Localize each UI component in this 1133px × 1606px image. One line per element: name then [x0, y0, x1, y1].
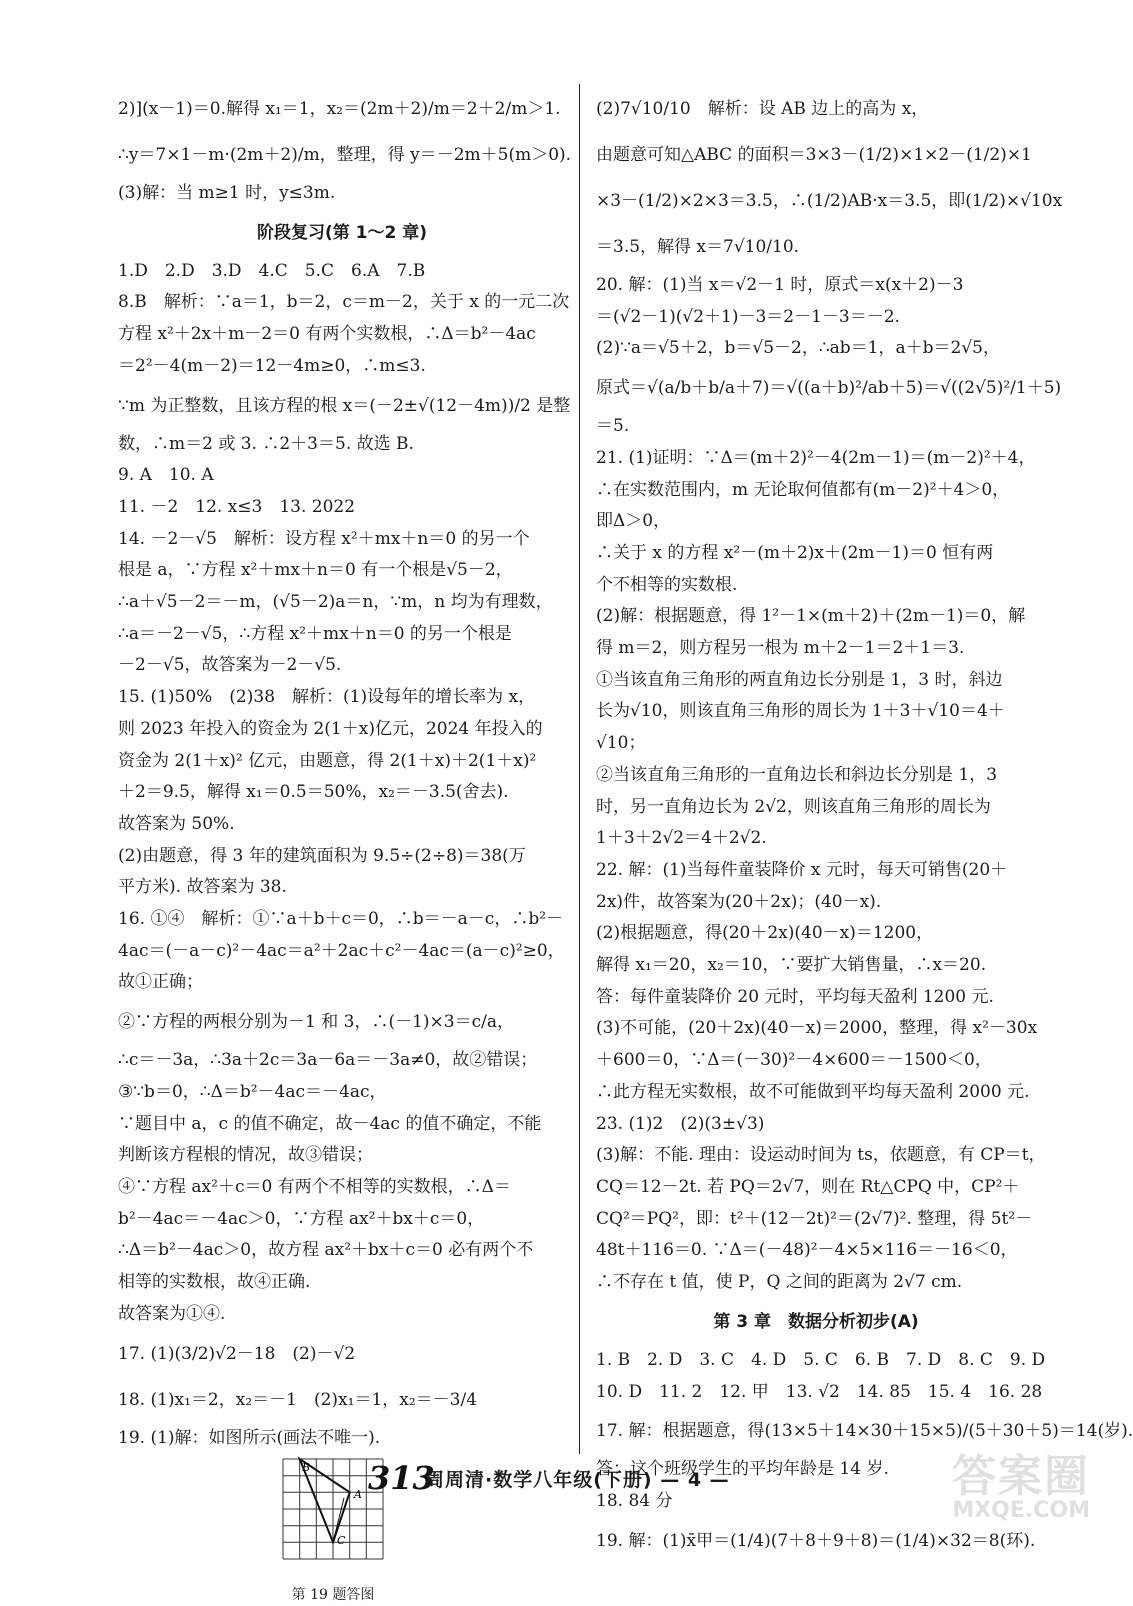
text-line: 19. (1)解：如图所示(画法不唯一). — [118, 1427, 381, 1448]
text-line: 长为√10，则该直角三角形的周长为 1＋3＋√10＝4＋ — [596, 701, 1005, 722]
text-line: CQ＝12－2t. 若 PQ＝2√7，则在 Rt△CPQ 中，CP²＋ — [596, 1176, 1020, 1197]
point-label-a: A — [354, 1488, 362, 1502]
text-line: √10； — [596, 733, 646, 754]
text-line: 16. ①④ 解析：①∵a＋b＋c＝0，∴b＝－a－c，∴b²－ — [118, 909, 564, 930]
point-label-b: B — [302, 1461, 311, 1475]
text-line: (2)7√10/10 解析：设 AB 边上的高为 x， — [596, 99, 929, 119]
section-title: 阶段复习(第 1～2 章) — [256, 222, 428, 243]
text-line: 17. 解：根据题意，得(13×5＋14×30＋15×5)/(5＋30＋5)＝14(岁). — [596, 1421, 1133, 1442]
page-footer — [0, 1455, 1100, 1505]
text-line: 答：这个班级学生的平均年龄是 14 岁. — [596, 1459, 889, 1480]
text-line: ∵m 为正整数，且该方程的根 x＝(－2±√(12－4m))/2 是整 — [118, 395, 571, 416]
text-line: 48t＋116＝0. ∵Δ＝(－48)²－4×5×116＝－16＜0， — [596, 1240, 1018, 1261]
text-line: ③∵b＝0，∴Δ＝b²－4ac＝－4ac， — [118, 1081, 387, 1102]
text-line: 时，另一直角边长为 2√2，则该直角三角形的周长为 — [596, 796, 991, 817]
text-line: ④∵方程 ax²＋c＝0 有两个不相等的实数根，∴Δ＝ — [118, 1176, 511, 1197]
text-line: ②∵方程的两根分别为－1 和 3，∴(－1)×3＝c/a， — [118, 1012, 514, 1033]
text-line: ＋2＝9.5，解得 x₁＝0.5＝50%，x₂＝－3.5(舍去). — [118, 782, 509, 803]
text-line: ∴此方程无实数根，故不可能做到平均每天盈利 2000 元. — [596, 1081, 1030, 1102]
watermark-url: MXQE.COM — [952, 1498, 1090, 1523]
text-line: CQ²＝PQ²，即：t²＋(12－2t)²＝(2√7)². 整理，得 5t²－ — [596, 1208, 1033, 1229]
text-line: ＝5. — [596, 416, 630, 437]
text-line: ＝2²－4(m－2)＝12－4m≥0，∴m≤3. — [118, 355, 426, 376]
text-line: 数，∴m＝2 或 3. ∴2＋3＝5. 故选 B. — [118, 433, 414, 454]
text-line: 则 2023 年投入的资金为 2(1＋x)亿元，2024 年投入的 — [118, 718, 543, 739]
text-line: ②当该直角三角形的一直角边长和斜边长分别是 1，3 — [596, 764, 998, 785]
text-line: (2)∵a＝√5＋2，b＝√5－2，∴ab＝1，a＋b＝2√5， — [596, 338, 1000, 359]
text-line: 平方米). 故答案为 38. — [118, 877, 287, 898]
text-line: －2－√5，故答案为－2－√5. — [118, 655, 342, 676]
text-line: ∴Δ＝b²－4ac＞0，故方程 ax²＋bx＋c＝0 必有两个不 — [118, 1240, 534, 1261]
text-line: (2)由题意，得 3 年的建筑面积为 9.5÷(2÷8)＝38(万 — [118, 845, 526, 866]
section-title: 第 3 章 数据分析初步(A) — [713, 1311, 919, 1332]
text-line: 解得 x₁＝20，x₂＝10，∵要扩大销售量，∴x＝20. — [596, 955, 987, 976]
publisher-logo-icon — [366, 1457, 435, 1501]
text-line: ＝(√2－1)(√2＋1)－3＝2－1－3＝－2. — [596, 306, 900, 327]
text-line: ∵题目中 a，c 的值不确定，故－4ac 的值不确定，不能 — [118, 1113, 542, 1134]
text-line: 资金为 2(1＋x)² 亿元，由题意，得 2(1＋x)＋2(1＋x)² — [118, 750, 537, 771]
logo-text: 313 — [368, 1459, 435, 1497]
text-line: ∴a＋√5－2＝－m，(√5－2)a＝n，∵m，n 均为有理数， — [118, 592, 553, 613]
text-line: 答：每件童装降价 20 元时，平均每天盈利 1200 元. — [596, 986, 994, 1007]
text-line: 23. (1)2 (2)(3±√3) — [596, 1113, 765, 1134]
text-line: 8.B 解析：∵a＝1，b＝2，c＝m－2，关于 x 的一元二次 — [118, 292, 570, 313]
text-line: 11. －2 12. x≤3 13. 2022 — [118, 496, 356, 517]
figure-caption: 第 19 题答图 — [291, 1587, 375, 1604]
text-line: 4ac＝(－a－c)²－4ac＝a²＋2ac＋c²－4ac＝(a－c)²≥0， — [118, 940, 565, 961]
text-line: ∴在实数范围内，m 无论取何值都有(m－2)²＋4＞0， — [596, 479, 1010, 500]
text-line: 10. D 11. 2 12. 甲 13. √2 14. 85 15. 4 16. 28 — [596, 1381, 1043, 1402]
text-line: ＝3.5，解得 x＝7√10/10. — [596, 237, 800, 257]
text-line: (3)解：当 m≥1 时，y≤3m. — [118, 183, 336, 203]
right-column — [596, 86, 1133, 1564]
text-line: 得 m＝2，则方程另一根为 m＋2－1＝2＋1＝3. — [596, 638, 965, 659]
text-line: (2)解：根据题意，得 1²－1×(m＋2)＋(2m－1)＝0，解 — [596, 606, 1026, 627]
left-column — [118, 86, 572, 1606]
text-line: 相等的实数根，故④正确. — [118, 1272, 311, 1293]
watermark-logo-text: 答案圈 — [952, 1451, 1090, 1502]
text-line: 故答案为①④. — [118, 1303, 226, 1324]
text-line: (3)解：不能. 理由：设运动时间为 ts，依题意，有 CP＝t， — [596, 1145, 1046, 1166]
text-line: 故答案为 50%. — [118, 813, 235, 834]
text-line: ①当该直角三角形的两直角边长分别是 1，3 时，斜边 — [596, 669, 1003, 690]
text-line: (2)根据题意，得(20＋2x)(40－x)＝1200， — [596, 923, 934, 944]
text-line: 1.D 2.D 3.D 4.C 5.C 6.A 7.B — [118, 260, 426, 281]
text-line: 18. (1)x₁＝2，x₂＝－1 (2)x₁＝1，x₂＝－3/4 — [118, 1389, 478, 1410]
column-divider — [579, 84, 580, 1454]
text-line: 2)](x－1)＝0.解得 x₁＝1，x₂＝(2m＋2)/m＝2＋2/m＞1. — [118, 99, 561, 119]
text-line: ×3－(1/2)×2×3＝3.5，∴(1/2)AB·x＝3.5，即(1/2)×√10x — [596, 191, 1063, 211]
text-line: 方程 x²＋2x＋m－2＝0 有两个实数根，∴Δ＝b²－4ac — [118, 324, 536, 345]
text-line: ∴关于 x 的方程 x²－(m＋2)x＋(2m－1)＝0 恒有两 — [596, 542, 994, 563]
text-line: (3)不可能，(20＋2x)(40－x)＝2000，整理，得 x²－30x — [596, 1018, 1038, 1039]
text-line: ＋600＝0，∵Δ＝(－30)²－4×600＝－1500＜0， — [596, 1050, 992, 1071]
text-line: ∴c＝－3a，∴3a＋2c＝3a－6a＝－3a≠0，故②错误； — [118, 1050, 538, 1071]
text-line: b²－4ac＝－4ac＞0，∵方程 ax²＋bx＋c＝0， — [118, 1208, 485, 1229]
text-line: 原式＝√(a/b＋b/a＋7)＝√((a＋b)²/ab＋5)＝√((2√5)²/1＋5) — [596, 378, 1062, 399]
text-line: 18. 84 分 — [596, 1490, 673, 1511]
text-line: 个不相等的实数根. — [596, 574, 738, 595]
text-line: ∴a＝－2－√5，∴方程 x²＋mx＋n＝0 的另一个根是 — [118, 623, 512, 644]
text-line: 14. －2－√5 解析：设方程 x²＋mx＋n＝0 的另一个 — [118, 528, 530, 549]
text-line: 15. (1)50% (2)38 解析：(1)设每年的增长率为 x， — [118, 687, 536, 708]
text-line: ∴不存在 t 值，使 P，Q 之间的距离为 2√7 cm. — [596, 1272, 963, 1293]
text-line: 1＋3＋2√2＝4＋2√2. — [596, 828, 767, 849]
footer-title: 周周清·数学八年级(下册) — 4 — — [425, 1469, 730, 1491]
text-line: 21. (1)证明：∵Δ＝(m＋2)²－4(2m－1)＝(m－2)²＋4， — [596, 447, 1036, 468]
text-line: 2x)件，故答案为(20＋2x)；(40－x). — [596, 891, 882, 912]
text-line: 判断该方程根的情况，故③错误； — [118, 1145, 373, 1166]
text-line: 22. 解：(1)当每件童装降价 x 元时，每天可销售(20＋ — [596, 859, 1008, 880]
watermark — [952, 1440, 1090, 1523]
text-line: 由题意可知△ABC 的面积＝3×3－(1/2)×1×2－(1/2)×1 — [596, 145, 1032, 165]
text-line: 9. A 10. A — [118, 465, 214, 486]
text-line: 根是 a，∵方程 x²＋mx＋n＝0 有一个根是√5－2， — [118, 560, 513, 581]
text-line: 故①正确； — [118, 972, 203, 993]
text-line: 1. B 2. D 3. C 4. D 5. C 6. B 7. D 8. C 9. D — [596, 1349, 1046, 1370]
text-line: 20. 解：(1)当 x＝√2－1 时，原式＝x(x＋2)－3 — [596, 275, 964, 295]
text-line: 即Δ＞0， — [596, 511, 671, 532]
point-label-c: C — [337, 1534, 346, 1548]
text-line: ∴y＝7×1－m·(2m＋2)/m，整理，得 y＝－2m＋5(m＞0). — [118, 145, 572, 165]
text-line: 17. (1)(3/2)√2－18 (2)－√2 — [118, 1343, 356, 1364]
text-line: 19. 解：(1)x̄甲＝(1/4)(7＋8＋9＋8)＝(1/4)×32＝8(环). — [596, 1530, 1036, 1551]
